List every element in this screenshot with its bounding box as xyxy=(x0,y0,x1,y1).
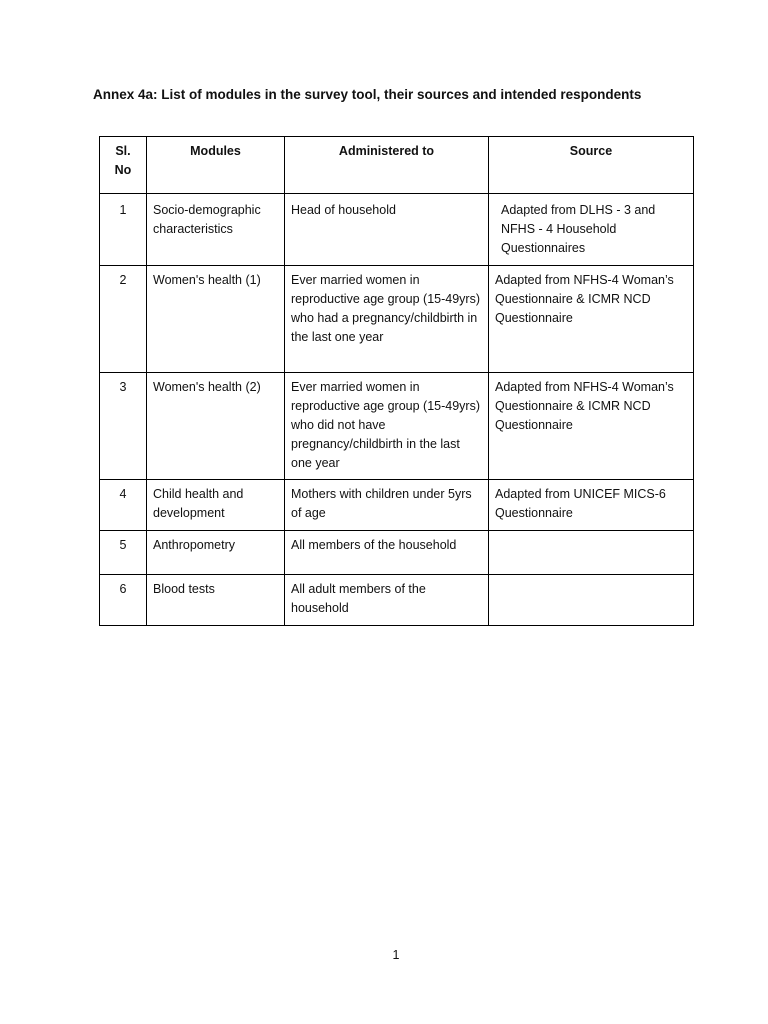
cell-module: Women's health (2) xyxy=(147,373,285,480)
header-modules: Modules xyxy=(147,137,285,194)
cell-source: Adapted from NFHS-4 Woman’s Questionnaire & ICMR NCD Questionnaire xyxy=(489,373,694,480)
cell-sl-no: 3 xyxy=(100,373,147,480)
cell-sl-no: 5 xyxy=(100,531,147,575)
document-title: Annex 4a: List of modules in the survey tool, their sources and intended respondents xyxy=(93,87,642,102)
cell-source xyxy=(489,531,694,575)
cell-module: Anthropometry xyxy=(147,531,285,575)
table-row xyxy=(100,373,694,480)
cell-administered-to: Head of household xyxy=(285,194,489,266)
cell-source: Adapted from NFHS-4 Woman’s Questionnaire & ICMR NCD Questionnaire xyxy=(489,266,694,373)
cell-administered-to: Ever married women in reproductive age group (15-49yrs) who had a pregnancy/childbirth in the last one year xyxy=(285,266,489,373)
table-row xyxy=(100,266,694,373)
cell-source: Adapted from UNICEF MICS-6 Questionnaire xyxy=(489,480,694,531)
header-administered-to: Administered to xyxy=(285,137,489,194)
table-row xyxy=(100,575,694,626)
cell-administered-to: Ever married women in reproductive age group (15-49yrs) who did not have pregnancy/childbirth in the last one year xyxy=(285,373,489,480)
cell-module: Women's health (1) xyxy=(147,266,285,373)
cell-sl-no: 4 xyxy=(100,480,147,531)
cell-module: Socio-demographic characteristics xyxy=(147,194,285,266)
header-source: Source xyxy=(489,137,694,194)
modules-table xyxy=(99,136,694,626)
cell-administered-to: Mothers with children under 5yrs of age xyxy=(285,480,489,531)
table-row xyxy=(100,480,694,531)
table-row xyxy=(100,194,694,266)
cell-module: Child health and development xyxy=(147,480,285,531)
cell-sl-no: 6 xyxy=(100,575,147,626)
cell-source: Adapted from DLHS - 3 and NFHS - 4 Household Questionnaires xyxy=(489,194,694,266)
cell-sl-no: 1 xyxy=(100,194,147,266)
cell-sl-no: 2 xyxy=(100,266,147,373)
cell-administered-to: All adult members of the household xyxy=(285,575,489,626)
cell-module: Blood tests xyxy=(147,575,285,626)
header-sl-no: Sl. No xyxy=(100,137,147,194)
cell-administered-to: All members of the household xyxy=(285,531,489,575)
cell-source xyxy=(489,575,694,626)
page-number: 1 xyxy=(392,948,400,962)
table-row xyxy=(100,531,694,575)
table-header-row xyxy=(100,137,694,194)
